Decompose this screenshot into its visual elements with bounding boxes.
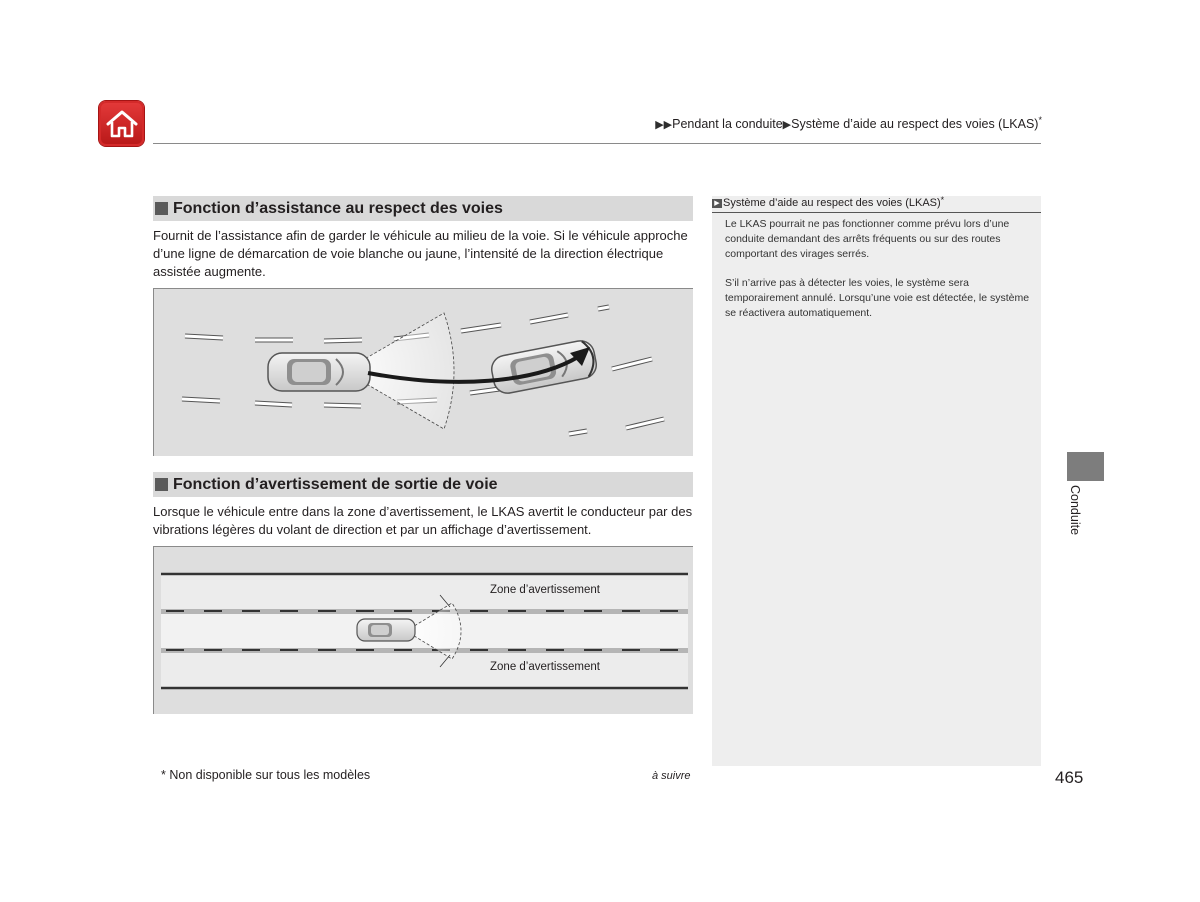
square-bullet-icon <box>155 202 168 215</box>
lane-keeping-diagram <box>154 289 693 456</box>
lane-keeping-illustration <box>153 288 693 456</box>
section-heading-lane-departure <box>153 472 693 497</box>
asterisk-mark: * <box>940 195 945 205</box>
triangle-right-icon: ▶▶ <box>655 119 673 131</box>
sidebar-paragraph: S’il n’arrive pas à détecter les voies, le système sera temporairement annulé. Lorsqu’une voie est détectée, le système se réactivera automatiquement. <box>725 277 1030 319</box>
footnote: * Non disponible sur tous les modèles <box>161 768 371 782</box>
car-icon <box>489 338 598 395</box>
square-bullet-icon <box>155 478 168 491</box>
zone-label-bottom: Zone d’avertissement <box>490 661 600 673</box>
sidebar-title-text[interactable]: Système d’aide au respect des voies (LKAS) <box>723 197 941 209</box>
section-heading-lane-keeping <box>153 196 693 221</box>
breadcrumb <box>655 117 1042 131</box>
sidebar-title <box>712 197 1041 213</box>
section-title: Fonction d’assistance au respect des voies <box>173 199 503 217</box>
breadcrumb-item-2[interactable]: Système d’aide au respect des voies (LKAS) <box>791 117 1039 131</box>
reference-arrow-icon: ▶ <box>712 199 722 208</box>
car-icon <box>357 619 415 641</box>
sidebar-paragraph: Le LKAS pourrait ne pas fonctionner comme prévu lors d’une conduite demandant des arrêts fréquents ou sur des routes comportant des virages serrés. <box>725 218 1010 260</box>
asterisk-mark: * <box>1038 115 1042 125</box>
section-title: Fonction d’avertissement de sortie de voie <box>173 475 498 493</box>
breadcrumb-item-1[interactable]: Pendant la conduite <box>672 117 783 131</box>
home-button[interactable] <box>99 101 144 146</box>
warning-zone-illustration <box>153 546 693 714</box>
zone-label-top: Zone d’avertissement <box>490 584 600 596</box>
triangle-right-icon: ▶ <box>782 119 792 131</box>
header-divider <box>153 143 1041 144</box>
continue-label: à suivre <box>652 770 691 782</box>
warning-zone-diagram <box>154 547 693 714</box>
home-icon <box>105 109 139 139</box>
section-paragraph: Fournit de l’assistance afin de garder le véhicule au milieu de la voie. Si le véhicule approche d’une ligne de démarcation de voie blanche ou jaune, l’intensité de la direction électrique assistée augmente. <box>153 228 688 279</box>
section-paragraph: Lorsque le véhicule entre dans la zone d’avertissement, le LKAS avertit le conducteur par des vibrations légères du volant de direction et par un affichage d’avertissement. <box>153 504 693 537</box>
chapter-tab-label[interactable]: Conduite <box>1068 485 1082 536</box>
chapter-tab-marker[interactable] <box>1067 452 1104 481</box>
page-number: 465 <box>1055 768 1084 787</box>
car-icon <box>268 353 370 391</box>
